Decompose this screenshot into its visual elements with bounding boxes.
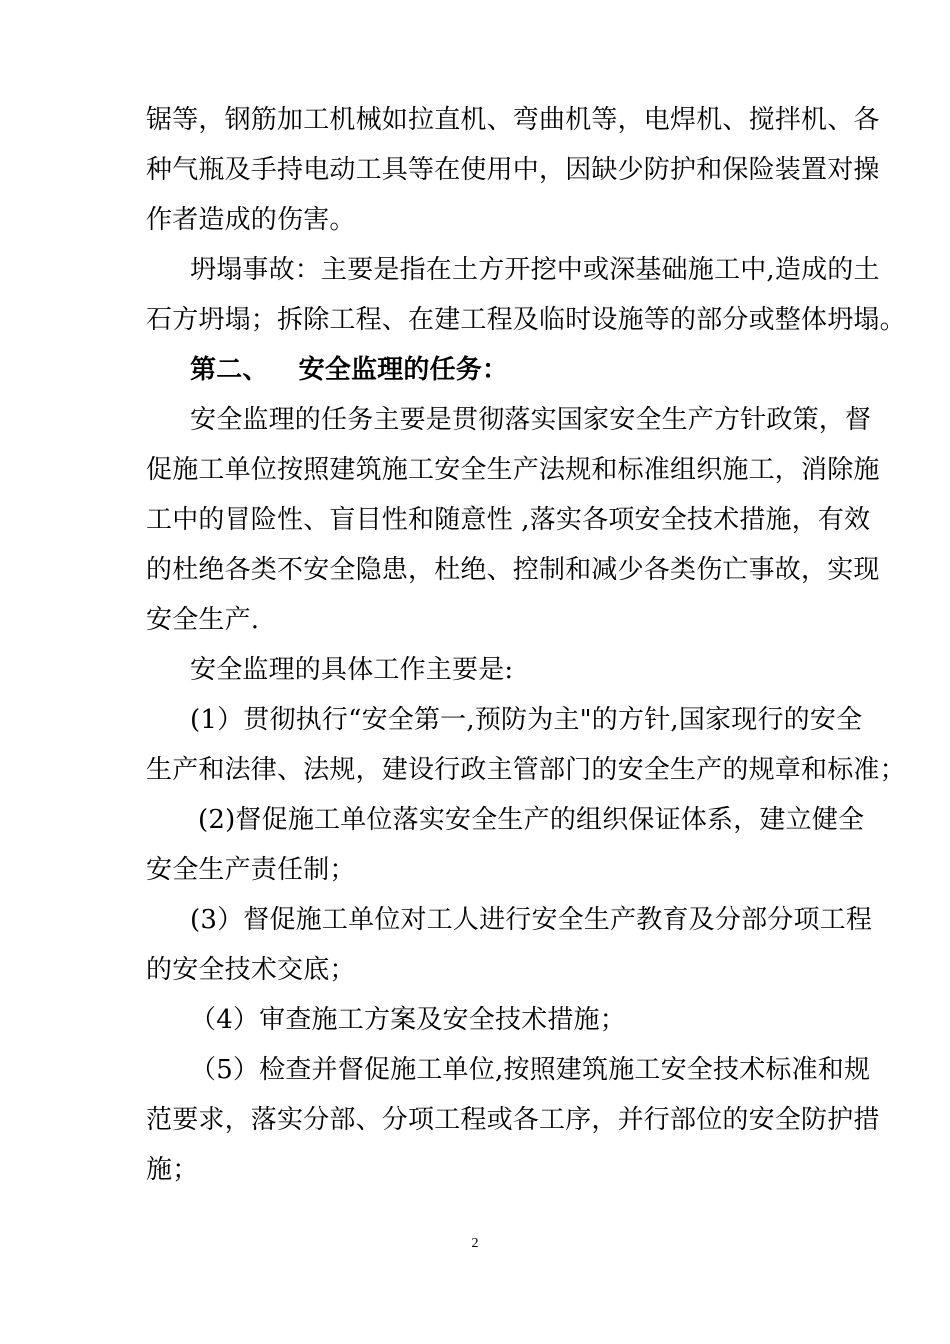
list-item-line: 的安全技术交底； <box>146 955 356 985</box>
page-number: 2 <box>471 1236 479 1251</box>
list-item-line: （5）检查并督促施工单位,按照建筑施工安全技术标准和规 <box>190 1055 871 1085</box>
text-line: 安全监理的具体工作主要是: <box>190 655 514 685</box>
text-line: 种气瓶及手持电动工具等在使用中，因缺少防护和保险装置对操 <box>146 155 880 185</box>
text-line: 的杜绝各类不安全隐患，杜绝、控制和减少各类伤亡事故，实现 <box>146 555 880 585</box>
list-item-line: 生产和法律、法规，建设行政主管部门的安全生产的规章和标准； <box>146 755 906 785</box>
list-item-line: (1）贯彻执行“安全第一,预防为主"的方针,国家现行的安全 <box>190 705 863 735</box>
section-number: 第二、 <box>190 355 269 385</box>
list-item-line: (2)督促施工单位落实安全生产的组织保证体系，建立健全 <box>198 805 865 835</box>
text-line: 安全生产. <box>146 605 260 635</box>
text-line: 安全监理的任务主要是贯彻落实国家安全生产方针政策，督 <box>190 405 872 435</box>
section-title: 安全监理的任务： <box>298 355 509 385</box>
text-line: 促施工单位按照建筑施工安全生产法规和标准组织施工，消除施 <box>146 455 880 485</box>
text-line: 石方坍塌；拆除工程、在建工程及临时设施等的部分或整体坍塌。 <box>146 305 906 335</box>
section-heading <box>190 353 826 387</box>
list-item-line: 安全生产责任制； <box>146 855 356 885</box>
list-item-line: 施； <box>146 1155 199 1185</box>
list-item-line: (3）督促施工单位对工人进行安全生产教育及分部分项工程 <box>190 905 873 935</box>
text-line: 锯等，钢筋加工机械如拉直机、弯曲机等，电焊机、搅拌机、各 <box>146 105 880 135</box>
text-line: 工中的冒险性、盲目性和随意性 ,落实各项安全技术措施，有效 <box>146 505 871 535</box>
text-line: 坍塌事故：主要是指在土方开挖中或深基础施工中,造成的土 <box>190 255 880 285</box>
list-item-line: 范要求，落实分部、分项工程或各工序，并行部位的安全防护措 <box>146 1105 880 1135</box>
text-line: 作者造成的伤害。 <box>146 205 356 235</box>
list-item-line: （4）审查施工方案及安全技术措施； <box>190 1005 626 1035</box>
